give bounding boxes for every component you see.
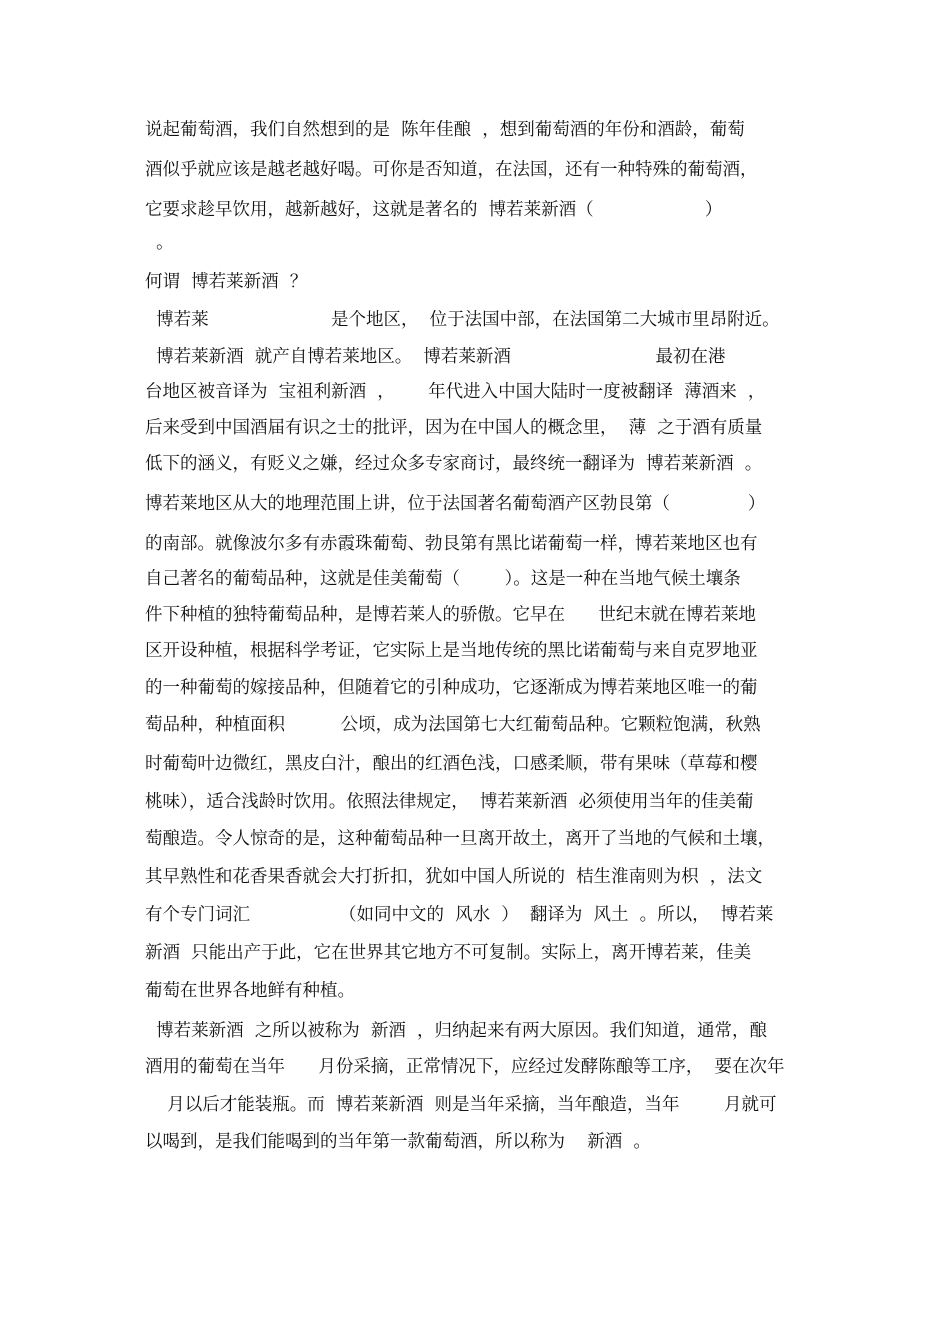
text-line: 台地区被音译为 宝祖利新酒 ， 年代进入中国大陆时一度被翻译 薄酒来 ， bbox=[145, 382, 766, 402]
text-line: 酒用的葡萄在当年 月份采摘，正常情况下，应经过发酵陈酿等工序， 要在次年 bbox=[145, 1057, 785, 1077]
text-line: 月以后才能装瓶。而 博若莱新酒 则是当年采摘，当年酿造，当年 月就可 bbox=[145, 1095, 777, 1115]
text-line: 桃味），适合浅龄时饮用。依照法律规定， 博若莱新酒 必须使用当年的佳美葡 bbox=[145, 792, 754, 812]
text-line: 低下的涵义，有贬义之嫌，经过众多专家商讨，最终统一翻译为 博若莱新酒 。 bbox=[145, 454, 763, 474]
text-line: 以喝到，是我们能喝到的当年第一款葡萄酒，所以称为 新酒 。 bbox=[145, 1132, 651, 1152]
text-line: 博若莱新酒 之所以被称为 新酒 ，归纳起来有两大原因。我们知道，通常，酿 bbox=[145, 1021, 767, 1041]
text-line: 萄酿造。令人惊奇的是，这种葡萄品种一旦离开故土，离开了当地的气候和土壤， bbox=[145, 829, 775, 849]
text-line: 说起葡萄酒，我们自然想到的是 陈年佳酿 ，想到葡萄酒的年份和酒龄，葡萄 bbox=[145, 120, 745, 140]
text-line: 葡萄在世界各地鲜有种植。 bbox=[145, 981, 355, 1001]
text-line: 时葡萄叶边微红，黑皮白汁，酿出的红酒色浅，口感柔顺，带有果味（草莓和樱 bbox=[145, 754, 758, 774]
text-line: 博若莱地区从大的地理范围上讲，位于法国著名葡萄酒产区勃艮第（ ） bbox=[145, 494, 766, 514]
text-line: 后来受到中国酒届有识之士的批评，因为在中国人的概念里， 薄 之于酒有质量 bbox=[145, 418, 763, 438]
text-line: 它要求趁早饮用，越新越好，这就是著名的 博若莱新酒（ ） bbox=[145, 200, 723, 220]
text-line: 博若莱新酒 就产自博若莱地区。 博若莱新酒 最初在港 bbox=[145, 347, 726, 367]
text-line: 有个专门词汇 （如同中文的 风水 ） 翻译为 风土 。所以， 博若莱 bbox=[145, 905, 774, 925]
text-line: 自己著名的葡萄品种，这就是佳美葡萄（ ）。这是一种在当地气候土壤条 bbox=[145, 569, 741, 589]
text-line: 的一种葡萄的嫁接品种，但随着它的引种成功，它逐渐成为博若莱地区唯一的葡 bbox=[145, 678, 758, 698]
text-line: 酒似乎就应该是越老越好喝。可你是否知道，在法国，还有一种特殊的葡萄酒， bbox=[145, 160, 758, 180]
section-heading: 何谓 博若莱新酒 ？ bbox=[145, 272, 308, 292]
text-line: 萄品种，种植面积 公顷，成为法国第七大红葡萄品种。它颗粒饱满，秋熟 bbox=[145, 715, 761, 735]
text-line: 区开设种植，根据科学考证，它实际上是当地传统的黑比诺葡萄与来自克罗地亚 bbox=[145, 641, 758, 661]
text-line: 新酒 只能出产于此，它在世界其它地方不可复制。实际上，离开博若莱，佳美 bbox=[145, 943, 752, 963]
text-line: 。 bbox=[145, 233, 174, 253]
text-line: 其早熟性和花香果香就会大打折扣，犹如中国人所说的 桔生淮南则为枳 ，法文 bbox=[145, 867, 763, 887]
text-line: 的南部。就像波尔多有赤霞珠葡萄、勃艮第有黑比诺葡萄一样，博若莱地区也有 bbox=[145, 534, 758, 554]
text-line: 博若莱 是个地区， 位于法国中部，在法国第二大城市里昂附近。 bbox=[145, 310, 780, 330]
text-line: 件下种植的独特葡萄品种，是博若莱人的骄傲。它早在 世纪末就在博若莱地 bbox=[145, 605, 756, 625]
